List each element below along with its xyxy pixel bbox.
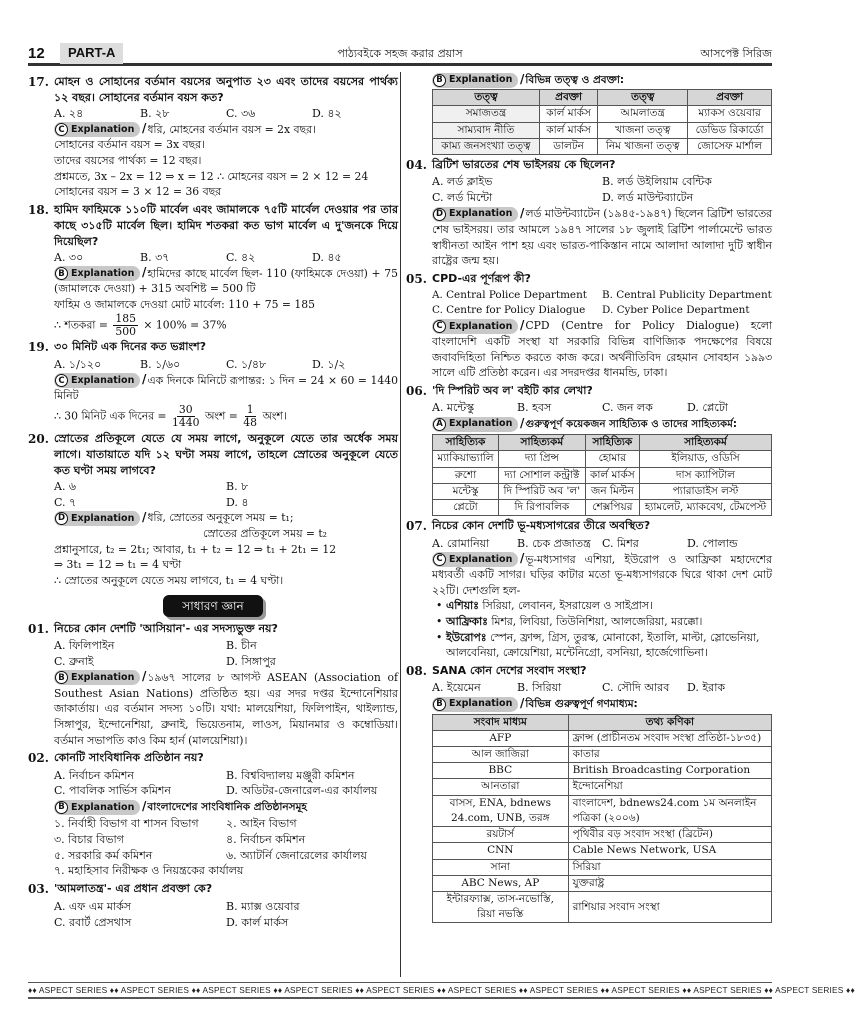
table-cell: দাস ক্যাপিটাল <box>640 467 772 483</box>
question-05 <box>406 271 772 381</box>
option-a: A. নির্বাচন কমিশন <box>54 768 134 782</box>
option-d: D. ৪২ <box>312 106 342 120</box>
fraction: $\frac{30}{1440}$ <box>172 403 200 429</box>
table-cell: সমাজতন্ত্র <box>433 106 540 122</box>
fraction: $\frac{1}{48}$ <box>243 403 257 429</box>
literature-table <box>432 434 772 516</box>
answer-letter-icon: B <box>55 267 68 280</box>
explanation-title: গুরুত্বপূর্ণ কয়েকজন সাহিত্যিক ও তাদের সাহিত্যকর্ম: <box>525 419 737 431</box>
option-a: A. মন্টেস্কু <box>432 401 475 415</box>
table-row <box>433 827 772 843</box>
series-title: আসপেক্ট সিরিজ <box>700 46 772 60</box>
page-header <box>28 44 772 66</box>
constitutional-bodies-list <box>28 816 398 880</box>
fraction-result: ∴ 30 মিনিট এক দিনের = $\frac{30}{1440}$ অংশ = $\frac{1}{48}$ অংশ। <box>54 403 287 429</box>
option-c: C. সৌদি আরব <box>602 681 670 695</box>
option-c: C. মিশর <box>602 536 639 550</box>
table-cell: যুক্তরাষ্ট্র <box>568 875 771 891</box>
list-item: ৬. অ্যাটর্নি জেনারেলের কার্যালয় <box>226 848 368 862</box>
table-cell: কাতার <box>568 747 771 763</box>
option-c: C. পাবলিক সার্ভিস কমিশন <box>54 784 171 798</box>
left-column <box>28 72 398 931</box>
explanation-title: বিভিন্ন তত্ত্ব ও প্রবক্তা: <box>525 74 625 86</box>
question-text: ব্রিটিশ ভারতের শেষ ভাইসরয় কে ছিলেন? <box>432 158 616 172</box>
explanation-text: সোহানের বয়স = 3 × 12 = 36 বছর <box>54 185 222 199</box>
bullet-item: • এশিয়াঃ সিরিয়া, লেবানন, ইসরায়েল ও সাইপ্রাস। <box>406 598 772 614</box>
explanation-title: বিভিন্ন গুরুত্বপূর্ণ গণমাধ্যম: <box>525 698 638 711</box>
question-03-explanation <box>406 72 772 155</box>
table-cell: AFP <box>433 730 569 746</box>
question-text: ৩০ মিনিট এক দিনের কত ভগ্নাংশ? <box>54 340 207 354</box>
table-cell: ম্যাকস ওয়েবার <box>688 106 772 122</box>
question-text: 'আমলাতন্ত্র'- এর প্রধান প্রবক্তা কে? <box>54 882 213 896</box>
table-row <box>433 138 772 154</box>
answer-letter-icon: C <box>55 374 68 387</box>
explanation-badge: A Explanation / <box>432 417 518 432</box>
percent-formula: ∴ শতকরা = $\frac{185}{500}$ × 100% = 37% <box>54 311 227 338</box>
table-cell: ইলিয়াড, ওডিসি <box>640 451 772 467</box>
list-item: ৫. সরকারি কর্ম কমিশন <box>54 848 153 862</box>
table-cell: আমলাতন্ত্র <box>598 106 688 122</box>
table-row <box>433 747 772 763</box>
question-07 <box>406 518 772 661</box>
question-06 <box>406 383 772 516</box>
answer-letter-icon: B <box>433 698 446 711</box>
theories-table <box>432 89 772 155</box>
list-item: ১. নির্বাহী বিভাগ বা শাসন বিভাগ <box>54 816 199 830</box>
option-c: C. ৭ <box>54 495 77 509</box>
option-d: D. Cyber Police Department <box>602 304 750 317</box>
question-number: 08. <box>406 664 427 679</box>
table-cell: আনতারা <box>433 779 569 795</box>
options <box>28 638 398 670</box>
column-header: সাহিত্যিক <box>433 435 499 451</box>
table-cell: কার্ল মার্কস <box>585 467 639 483</box>
explanation-text: তাদের বয়সের পার্থক্য = 12 বছর। <box>54 154 202 168</box>
explanation-text: CPD (Centre for Policy Dialogue) হলো বাংলাদেশি একটি সংস্থা যা সরকারি বিভিন্ন বাণিজ্যিক পদক্ষেপের বিষয়ে জবাবদিহিতা নিশ্চিত করতে কাজ করে। অর্থনীতিবিদ রেহমান সোবহান ১৯৯৩ সালে এটি প্রতিষ্ঠা করেন। এর সদরদপ্তর ধানমন্ডি, ঢাকা। <box>432 319 772 380</box>
explanation-text: ধরি, মোহনের বর্তমান বয়স = 2x বছর। <box>147 122 316 136</box>
table-row <box>433 892 772 923</box>
answer-letter-icon: A <box>433 418 446 431</box>
footer-banner: ♦♦ ASPECT SERIES ♦♦ ASPECT SERIES ♦♦ ASPECT SERIES ♦♦ ASPECT SERIES ♦♦ ASPECT SERIES ♦♦ ASPECT SERIES ♦♦ ASPECT SERIES ♦♦ ASPECT SERIES ♦♦ ASPECT SERIES ♦♦ ASPECT SERIES ♦♦ <box>28 982 772 999</box>
option-b: B. Central Publicity Department <box>602 289 772 302</box>
table-cell: রাশিয়ার সংবাদ সংস্থা <box>568 892 771 923</box>
option-d: D. পোলান্ড <box>687 536 738 550</box>
options <box>406 680 772 696</box>
option-d: D. লর্ড মাউন্টব্যাটেন <box>602 191 694 205</box>
list-item: ৭. মহাহিসাব নিরীক্ষক ও নিয়ন্ত্রকের কার্যালয় <box>54 864 244 878</box>
question-text: SANA কোন দেশের সংবাদ সংস্থা? <box>432 664 587 678</box>
table-cell: হোমার <box>585 451 639 467</box>
table-row <box>433 122 772 138</box>
list-item: ৩. বিচার বিভাগ <box>54 832 124 846</box>
explanation-text: সোহানের বর্তমান বয়স = 3x বছর। <box>54 138 205 152</box>
option-b: B. হবস <box>517 401 552 415</box>
column-header: তথ্য কণিকা <box>568 714 771 730</box>
question-number: 18. <box>28 203 49 218</box>
table-cell: বাসস, ENA, bdnews 24.com, UNB, তরঙ্গ <box>433 795 569 826</box>
right-column <box>406 72 772 925</box>
option-a: A. রোমানিয়া <box>432 536 490 550</box>
options <box>28 250 398 266</box>
option-d: D. কার্ল মার্কস <box>226 915 289 929</box>
table-cell: শেক্সপিয়র <box>585 500 639 516</box>
table-cell: সাম্যবাদ নীতি <box>433 122 540 138</box>
answer-letter-icon: B <box>433 74 446 87</box>
option-c: C. ৩৬ <box>226 106 256 120</box>
option-a: A. লর্ড ক্লাইভ <box>432 175 493 189</box>
table-cell: ইন্দোনেশিয়া <box>568 779 771 795</box>
question-08 <box>406 663 772 923</box>
explanation-badge: B Explanation / <box>54 800 140 815</box>
column-divider <box>400 72 401 977</box>
option-b: B. ১/৬০ <box>140 357 181 371</box>
table-cell: জোসেফ মার্শাল <box>688 138 772 154</box>
option-b: B. বিশ্ববিদ্যালয় মঞ্জুরী কমিশন <box>226 768 355 782</box>
explanation-text: ∴ স্রোতের অনুকূলে যেতে সময় লাগবে, t₁ = 4 ঘণ্টা। <box>54 574 284 588</box>
table-cell: Cable News Network, USA <box>568 843 771 859</box>
table-cell: আল জাজিরা <box>433 747 569 763</box>
explanation-badge: C Explanation / <box>54 122 140 137</box>
table-cell: মন্টেস্কু <box>433 483 499 499</box>
question-text: CPD-এর পূর্ণরূপ কী? <box>432 271 531 285</box>
options <box>406 288 772 318</box>
part-tag: PART-A <box>60 43 123 64</box>
question-17 <box>28 74 398 200</box>
explanation-badge: D Explanation / <box>54 511 140 526</box>
column-header: সাহিত্যকর্ম <box>640 435 772 451</box>
table-cell: দ্যা সোশাল কন্ট্রাক্ট <box>499 467 586 483</box>
option-b: B. লর্ড উইলিয়াম বেন্টিক <box>602 175 712 189</box>
table-cell: ABC News, AP <box>433 875 569 891</box>
option-d: D. ৪৫ <box>312 250 342 264</box>
table-cell: জন মিল্টন <box>585 483 639 499</box>
explanation-text: প্রশ্নানুসারে, t₂ = 2t₁; আবার, t₁ + t₂ = 12 ⇒ t₁ + 2t₁ = 12 <box>54 542 337 556</box>
section-heading: সাধারণ জ্ঞান <box>163 595 263 617</box>
option-a: A. এফ এম মার্কস <box>54 899 132 913</box>
table-cell: কার্ল মার্কস <box>539 122 597 138</box>
explanation-badge: B Explanation / <box>54 670 140 685</box>
option-c: C. ৪২ <box>226 250 256 264</box>
answer-letter-icon: C <box>55 123 68 136</box>
option-c: C. Centre for Policy Dialogue <box>432 304 586 317</box>
option-b: B. সিরিয়া <box>517 681 562 695</box>
answer-letter-icon: B <box>55 671 68 684</box>
option-c: C. লর্ড মিন্টো <box>432 191 493 205</box>
explanation-text: ধরি, স্রোতের অনুকূলে সময় = t₁; <box>147 511 294 525</box>
table-cell: দ্যা প্রিন্স <box>499 451 586 467</box>
explanation-badge: B Explanation / <box>432 697 518 712</box>
options <box>28 357 398 373</box>
option-b: B. ম্যাক্স ওয়েবার <box>226 899 300 913</box>
table-cell: দি স্পিরিট অব 'ল' <box>499 483 586 499</box>
question-19 <box>28 339 398 428</box>
explanation-text: হামিদের কাছে মার্বেল ছিল- 110 (ফাহিমকে দেওয়া) + 75 (জামালকে দেওয়া) + 315 অবশিষ্ট = 500 টি <box>54 266 398 296</box>
question-04 <box>406 157 772 269</box>
question-text: স্রোতের প্রতিকূলে যেতে যে সময় লাগে, অনুকূলে যেতে তার অর্ধেক সময় লাগে। যাতায়াতে যদি ১২ ঘণ্টা সময় লাগে, তাহলে স্রোতের অনুকূলে যেতে কত ঘণ্টা সময় লাগবে? <box>54 431 398 477</box>
explanation-text: লর্ড মাউন্টব্যাটেন (১৯৪৫-১৯৪৭) ছিলেন ব্রিটিশ ভারতের শেষ ভাইসরয়। তার আমলে ১৯৪৭ সালের ১৮ জুলাই ব্রিটিশ পার্লামেন্টে ভারত স্বাধীনতা আইন পাশ হয় এবং ভারত-পাকিস্তান নামে আলাদা আলাদা দুটি স্বাধীন রাষ্ট্রের জন্ম হয়। <box>432 207 772 268</box>
question-number: 06. <box>406 384 427 399</box>
explanation-text: ভূ-মধ্যসাগর এশিয়া, ইউরোপ ও আফ্রিকা মহাদেশের মধ্যবর্তী একটি সাগর। ঘড়ির কাটার মতো ভূ-মধ্যসাগরকে ঘিরে থাকা দেশ মোট ২২টি। দেশগুলি হল- <box>432 552 772 597</box>
column-header: তত্ত্ব <box>598 90 688 106</box>
question-number: 07. <box>406 519 427 534</box>
table-row <box>433 451 772 467</box>
question-text: কোনটি সাংবিধানিক প্রতিষ্ঠান নয়? <box>54 751 204 765</box>
question-number: 03. <box>28 882 49 897</box>
table-cell: দি রিপাবলিক <box>499 500 586 516</box>
table-cell: কার্ল মার্কস <box>539 106 597 122</box>
table-cell: ফ্রান্স (প্রাচীনতম সংবাদ সংস্থা প্রতিষ্ঠা-১৮৩৫) <box>568 730 771 746</box>
table-cell: সিরিয়া <box>568 859 771 875</box>
option-a: A. ২৪ <box>54 106 84 120</box>
option-c: C. ১/৪৮ <box>226 357 267 371</box>
question-text: নিচের কোন দেশটি ভূ-মধ্যসাগরের তীরে অবস্থিত? <box>432 519 651 533</box>
column-header: সাহিত্যকর্ম <box>499 435 586 451</box>
table-row <box>433 795 772 826</box>
table-cell: ডালটন <box>539 138 597 154</box>
table-row <box>433 843 772 859</box>
option-a: A. ৬ <box>54 479 77 493</box>
options <box>406 174 772 206</box>
answer-letter-icon: D <box>433 208 446 221</box>
option-b: B. ৩৭ <box>140 250 170 264</box>
news-agencies-table <box>432 714 772 924</box>
question-text: 'দি স্পিরিট অব ল' বইটি কার লেখা? <box>432 384 593 398</box>
question-20 <box>28 431 398 589</box>
table-cell: খাজনা তত্ত্ব <box>598 122 688 138</box>
option-d: D. সিঙ্গাপুর <box>226 655 276 669</box>
question-03 <box>28 881 398 930</box>
table-cell: প্যারাডাইস লস্ট <box>640 483 772 499</box>
question-02 <box>28 750 398 879</box>
question-text: হামিদ ফাহিমকে ১১০টি মার্বেল এবং জামালকে ৭৫টি মার্বেল দেওয়ার পর তার কাছে ৩১৫টি মার্বেল ছিল। হামিদ শতকরা কত ভাগ মার্বেল এ দু'জনকে দিয়ে দিয়েছিল? <box>54 203 398 248</box>
option-d: D. ১/২ <box>312 357 346 371</box>
table-cell: বাংলাদেশ, bdnews24.com ১ম অনলাইন পত্রিকা (২০০৬) <box>568 795 771 826</box>
column-header: প্রবক্তা <box>688 90 772 106</box>
answer-letter-icon: B <box>55 801 68 814</box>
table-cell: নিম খাজনা তত্ত্ব <box>598 138 688 154</box>
table-cell: প্লেটো <box>433 500 499 516</box>
option-d: D. প্লেটো <box>687 401 728 415</box>
explanation-badge: C Explanation / <box>54 373 140 388</box>
explanation-text: স্রোতের প্রতিকূলে সময় = t₂ <box>203 527 328 541</box>
bullet-item: • ইউরোপঃ স্পেন, ফ্রান্স, গ্রিস, তুরস্ক, মোনাকো, ইতালি, মাল্টা, স্লোভেনিয়া, আলবেনিয়া, ক্রোয়েশিয়া, মন্টেনিগ্রো, বসনিয়া, হার্জেগোভিনা। <box>406 630 772 661</box>
column-header: সংবাদ মাধ্যম <box>433 714 569 730</box>
table-cell: ম্যাকিয়াভ্যালি <box>433 451 499 467</box>
option-a: A. ইয়েমেন <box>432 681 481 695</box>
question-text: মোহন ও সোহানের বর্তমান বয়সের অনুপাত ২৩ এবং তাদের বয়সের পার্থক্য ১২ বছর। সোহানের বর্তমান বয়স কত? <box>54 75 398 104</box>
table-row <box>433 763 772 779</box>
table-row <box>433 500 772 516</box>
options <box>28 899 398 931</box>
question-number: 04. <box>406 158 427 173</box>
answer-letter-icon: C <box>433 553 446 566</box>
table-row <box>433 859 772 875</box>
table-cell: সানা <box>433 859 569 875</box>
option-b: B. ৮ <box>226 479 249 493</box>
answer-letter-icon: C <box>433 320 446 333</box>
options <box>28 479 398 511</box>
option-c: C. জন লক <box>602 401 653 415</box>
option-d: D. ৪ <box>226 495 249 509</box>
explanation-text: এক দিনকে মিনিটে রূপান্তর: ১ দিন = 24 × 60 = 1440 মিনিট <box>54 373 398 403</box>
explanation-badge: D Explanation / <box>432 207 518 222</box>
explanation-text: ⇒ 3t₁ = 12 ⇒ t₁ = 4 ঘণ্টা <box>54 558 182 572</box>
explanation-title: বাংলাদেশের সাংবিধানিক প্রতিষ্ঠানসমূহ <box>147 801 307 814</box>
option-b: B. চীন <box>226 639 257 653</box>
list-item: ৪. নির্বাচন কমিশন <box>226 832 306 846</box>
table-cell: BBC <box>433 763 569 779</box>
table-row <box>433 875 772 891</box>
header-center-title: পাঠ্যবইকে সহজ করার প্রয়াস <box>337 46 463 60</box>
question-number: 20. <box>28 431 49 446</box>
table-cell: পৃথিবীর বড় সংবাদ সংস্থা (ব্রিটেন) <box>568 827 771 843</box>
column-header: প্রবক্তা <box>539 90 597 106</box>
table-row <box>433 106 772 122</box>
explanation-text: ফাহিম ও জামালকে দেওয়া মোট মার্বেল: 110 + 75 = 185 <box>54 298 315 312</box>
table-cell: CNN <box>433 843 569 859</box>
option-a: A. Central Police Department <box>432 289 587 302</box>
table-cell: হ্যামলেট, ম্যাকবেথ, টেমপেস্ট <box>640 500 772 516</box>
fraction: $\frac{185}{500}$ <box>115 311 136 338</box>
option-a: A. ফিলিপাইন <box>54 639 115 653</box>
option-c: C. ব্রুনাই <box>54 655 94 669</box>
options <box>406 536 772 552</box>
bullet-item: • আফ্রিকাঃ মিশর, লিবিয়া, তিউনিশিয়া, আলজেরিয়া, মরক্কো। <box>406 614 772 630</box>
table-row <box>433 779 772 795</box>
option-a: A. ১/১২০ <box>54 357 102 371</box>
page-number: 12 <box>28 44 45 62</box>
explanation-text: ১৯৬৭ সালের ৮ আগস্ট ASEAN (Association of Southest Asian Nations) প্রতিষ্ঠিত হয়। এর সদর দপ্তর ইন্দোনেশিয়ার জাকার্তায়। এর বর্তমান সদস্য ১০টি। যথা: মালয়েশিয়া, ফিলিপাইন, থাইল্যান্ড, সিঙ্গাপুর, ইন্দোনেশিয়া, ব্রুনাই, ভিয়েতনাম, লাওস, মিয়ানমার ও কম্বোডিয়া। বর্তমান সভাপতি কাও কিম হার্ন (মালয়েশিয়া)। <box>54 670 398 747</box>
question-number: 02. <box>28 751 49 766</box>
explanation-badge: B Explanation / <box>432 73 518 88</box>
table-row <box>433 483 772 499</box>
explanation-badge: B Explanation / <box>54 266 140 281</box>
question-01 <box>28 621 398 748</box>
options <box>28 768 398 800</box>
column-header: সাহিত্যিক <box>585 435 639 451</box>
explanation-text: প্রশ্নমতে, 3x – 2x = 12 ⇒ x = 12 ∴ মোহনের বয়স = 2 × 12 = 24 <box>54 169 369 183</box>
list-item: ২. আইন বিভাগ <box>226 816 297 830</box>
question-number: 19. <box>28 340 49 355</box>
option-b: B. চেক প্রজাতন্ত্র <box>517 536 591 550</box>
option-c: C. রবার্ট প্রেসথাস <box>54 915 132 929</box>
table-cell: রয়টার্স <box>433 827 569 843</box>
table-cell: British Broadcasting Corporation <box>568 763 771 779</box>
table-row <box>433 467 772 483</box>
explanation-badge: C Explanation / <box>432 319 518 334</box>
options <box>28 106 398 122</box>
table-cell: ইন্টারফ্যাক্স, তাস-নভোস্তি, রিয়া নভস্তি <box>433 892 569 923</box>
question-18 <box>28 202 398 337</box>
question-text: নিচের কোন দেশটি 'আসিয়ান'- এর সদস্যভুক্ত নয়? <box>54 621 278 635</box>
table-cell: কাম্য জনসংখ্যা তত্ত্ব <box>433 138 540 154</box>
explanation-badge: C Explanation / <box>432 552 518 567</box>
question-number: 01. <box>28 621 49 636</box>
table-cell: রুশো <box>433 467 499 483</box>
option-b: B. ২৮ <box>140 106 170 120</box>
options <box>406 400 772 416</box>
column-header: তত্ত্ব <box>433 90 540 106</box>
option-d: D. অডিটর-জেনারেল-এর কার্যালয় <box>226 784 378 798</box>
answer-letter-icon: D <box>55 512 68 525</box>
question-number: 05. <box>406 271 427 286</box>
question-number: 17. <box>28 75 49 89</box>
table-row <box>433 730 772 746</box>
option-d: D. ইরাক <box>687 681 726 695</box>
option-a: A. ৩০ <box>54 250 84 264</box>
table-cell: ডেভিড রিকার্ডো <box>688 122 772 138</box>
